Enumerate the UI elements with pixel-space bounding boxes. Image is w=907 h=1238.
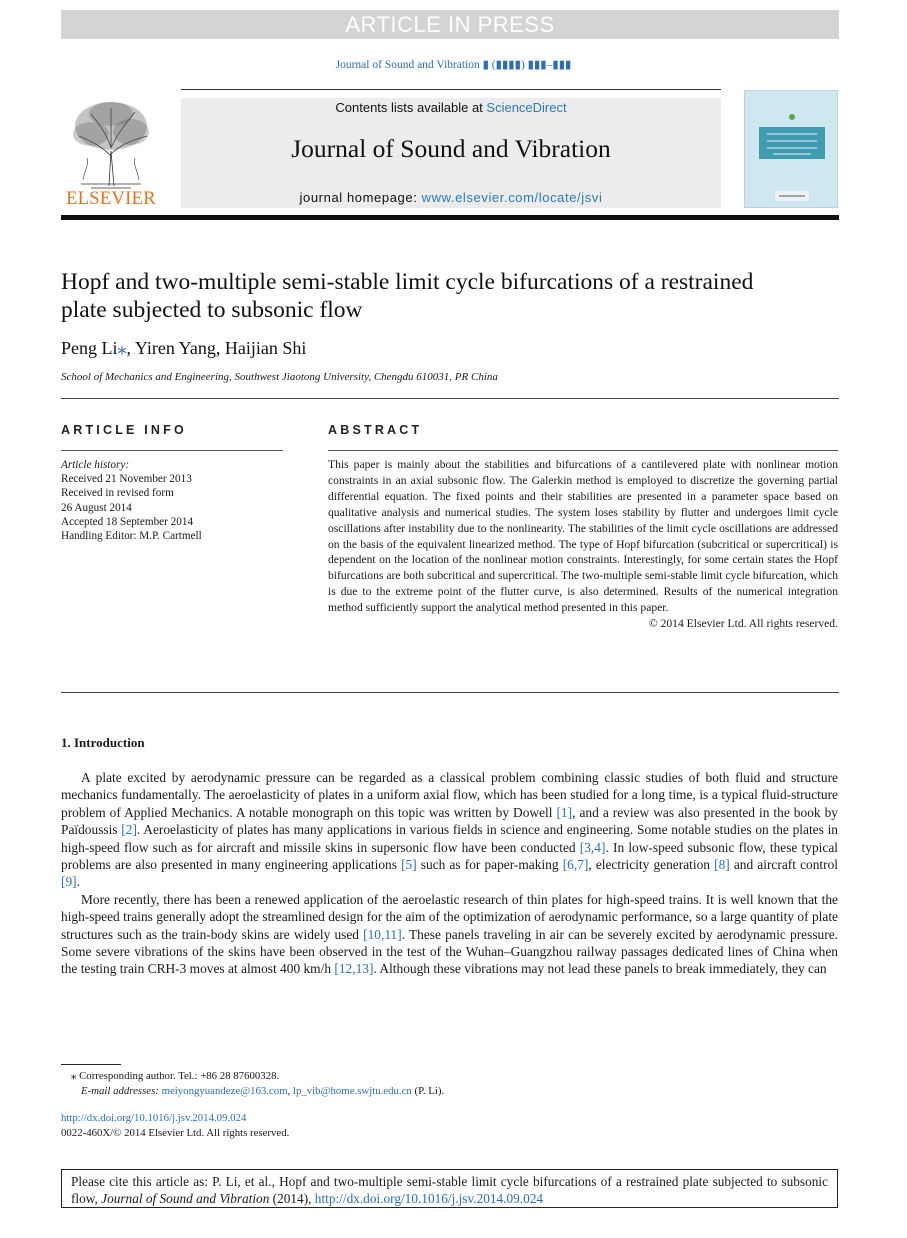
contents-prefix: Contents lists available at <box>335 100 487 115</box>
affiliation: School of Mechanics and Engineering, Southwest Jiaotong University, Chengdu 610031, PR China <box>61 371 498 383</box>
citation-link[interactable]: [8] <box>714 857 730 873</box>
citation-year: (2014), <box>269 1190 315 1206</box>
issn-line: 0022-460X/© 2014 Elsevier Ltd. All rights reserved. <box>61 1127 290 1139</box>
abstract-heading: ABSTRACT <box>328 423 423 437</box>
corresponding-author-mark[interactable]: ⁎ <box>117 338 127 358</box>
citation-link[interactable]: [12,13] <box>334 961 374 977</box>
citation-link[interactable]: [3,4] <box>579 839 606 855</box>
journal-masthead <box>181 98 721 208</box>
history-item: Handling Editor: M.P. Cartmell <box>61 530 202 543</box>
article-title: Hopf and two-multiple semi-stable limit cycle bifurcations of a restrained plate subjected to subsonic flow <box>61 269 754 323</box>
journal-cover[interactable] <box>744 90 838 208</box>
history-item: 26 August 2014 <box>61 501 132 514</box>
homepage-link[interactable]: www.elsevier.com/locate/jsvi <box>421 190 603 205</box>
article-history <box>61 458 202 543</box>
citation-link[interactable]: [5] <box>401 857 417 873</box>
history-item: Received in revised form <box>61 487 174 500</box>
text-run: . Although these vibrations may not lead these panels to break immediately, they can <box>373 961 827 977</box>
citation-link[interactable]: [9] <box>61 874 77 890</box>
author-list <box>61 338 306 359</box>
email-separator: , <box>287 1085 293 1097</box>
journal-reference[interactable]: Journal of Sound and Vibration ▮ (▮▮▮▮) ▮▮▮–▮▮▮ <box>335 59 572 71</box>
sciencedirect-link[interactable]: ScienceDirect <box>486 100 567 115</box>
email-link[interactable]: lp_vib@home.swjtu.edu.cn <box>292 1085 412 1097</box>
abstract-copyright: © 2014 Elsevier Ltd. All rights reserved. <box>648 617 838 631</box>
text-run: . Aeroelasticity of plates has many applications in various fields in science and engineering. Some notable studies on the plates in high-speed flow such as for aircraft and missile skins in supersonic flow have been conducted <box>61 822 838 855</box>
citation-journal: Journal of Sound and Vibration <box>101 1190 270 1206</box>
intro-paragraph-1 <box>61 769 838 891</box>
homepage-line <box>181 190 721 205</box>
header-divider <box>61 398 839 399</box>
masthead-bottom-rule <box>61 215 839 220</box>
abstract-paragraph: This paper is mainly about the stabilities and bifurcations of a cantilevered plate with nonlinear motion constraints in an axial subsonic flow. The Galerkin method is employed to discretize the governing partial differential equation. The fixed points and their stabilities are presented in a parameter space based on qualitative analysis and numerical studies. The system loses stability by flutter and undergoes limit cycle oscillations after instability due to the nonlinearity. The stabilities of the limit cycle oscillations are addressed on the basis of the equivalent linearized method. The type of Hopf bifurcation (subcritical or supercritical) is dependent on the location of the nonlinear motion constraints. Interestingly, for some certain states the Hopf bifurcations are both subcritical and supercritical. The two-multiple semi-stable limit cycle bifurcation, which is due to the extreme point of the flutter curve, is also determined. Results of the numerical integration method sufficiently support the analytical method presented in this paper. <box>328 458 838 615</box>
section-heading-introduction: 1. Introduction <box>61 735 145 750</box>
text-run: . These panels traveling in air can be severely excited by aerodynamic pressure. Some severe vibrations of the skins have been observed in the test of the Wuhan–Guangzhou railway passages dedicated lines of China when the testing train CRH-3 moves at almost 400 km/h <box>61 926 838 977</box>
abstract-rule <box>328 450 838 451</box>
citation-prefix: Please cite this article as: P. Li, et al., Hopf and two-multiple semi-stable limit cycle bifurcations of a restrained plate subjected to subsonic flow, <box>71 1174 828 1206</box>
doi-block <box>61 1111 289 1141</box>
intro-paragraph-2 <box>61 891 838 978</box>
doi-link[interactable]: http://dx.doi.org/10.1016/j.jsv.2014.09.024 <box>61 1112 247 1124</box>
abstract-body <box>328 457 838 632</box>
article-in-press-banner: ARTICLE IN PRESS <box>61 10 839 39</box>
citation-doi-link[interactable]: http://dx.doi.org/10.1016/j.jsv.2014.09.024 <box>314 1190 544 1206</box>
masthead-top-rule <box>181 89 721 90</box>
history-item: Received 21 November 2013 <box>61 473 192 486</box>
text-run: . <box>76 874 80 890</box>
text-run: such as for paper-making <box>416 857 563 873</box>
email-note <box>61 1084 444 1099</box>
history-label: Article history: <box>61 459 130 471</box>
journal-title: Journal of Sound and Vibration <box>291 134 611 163</box>
text-run: , and a review was also presented in the book by Païdoussis <box>61 804 838 838</box>
citation-link[interactable]: [6,7] <box>562 857 589 873</box>
citation-link[interactable]: [2] <box>121 822 137 838</box>
footnote-rule <box>61 1064 121 1065</box>
corresponding-author-note: ⁎ Corresponding author. Tel.: +86 28 87600328. <box>71 1070 280 1082</box>
text-run: and aircraft control <box>729 857 838 873</box>
text-run: More recently, there has been a renewed application of the aeroelastic research of thin plates for high-speed trains. It is well known that the high-speed trains generally adopt the streamlined design for the aim of the optimization of aerodynamic performance, so a large quantity of plate structures such as the train-body skins are widely used <box>61 891 838 942</box>
citation-link[interactable]: [1] <box>556 804 573 820</box>
elsevier-logo[interactable] <box>61 96 161 210</box>
introduction-body <box>61 769 838 978</box>
text-run: A plate excited by aerodynamic pressure can be regarded as a classical problem combining classic studies of both fluid and structure mechanics fundamentally. The aeroelasticity of plates in a uniform axial flow, which has been studied for a long time, is a typical fluid-structure problem of Applied Mechanics. A notable monograph on this topic was written by Dowell <box>61 770 838 820</box>
other-authors: , Yiren Yang, Haijian Shi <box>126 338 307 358</box>
text-run: , electricity generation <box>588 857 715 873</box>
author-peng-li[interactable]: Peng Li <box>61 338 118 358</box>
citation-link[interactable]: [10,11] <box>363 926 402 942</box>
history-item: Accepted 18 September 2014 <box>61 515 194 528</box>
email-link[interactable]: meiyongyuandeze@163.com <box>161 1085 288 1097</box>
abstract-divider <box>61 692 839 693</box>
homepage-prefix: journal homepage: <box>299 190 422 205</box>
footnotes <box>61 1069 444 1099</box>
text-run: . In low-speed subsonic flow, these typical problems are also presented in many engineering applications <box>61 839 838 873</box>
tree-of-knowledge-icon <box>61 96 161 192</box>
email-suffix: (P. Li). <box>411 1085 445 1097</box>
article-info-rule <box>61 450 283 451</box>
contents-line <box>181 100 721 115</box>
journal-cover-image <box>745 91 838 208</box>
publisher-name: ELSEVIER <box>66 189 156 209</box>
citation-box <box>61 1169 838 1208</box>
email-label: E-mail addresses: <box>81 1085 162 1097</box>
article-info-heading: ARTICLE INFO <box>61 423 187 437</box>
